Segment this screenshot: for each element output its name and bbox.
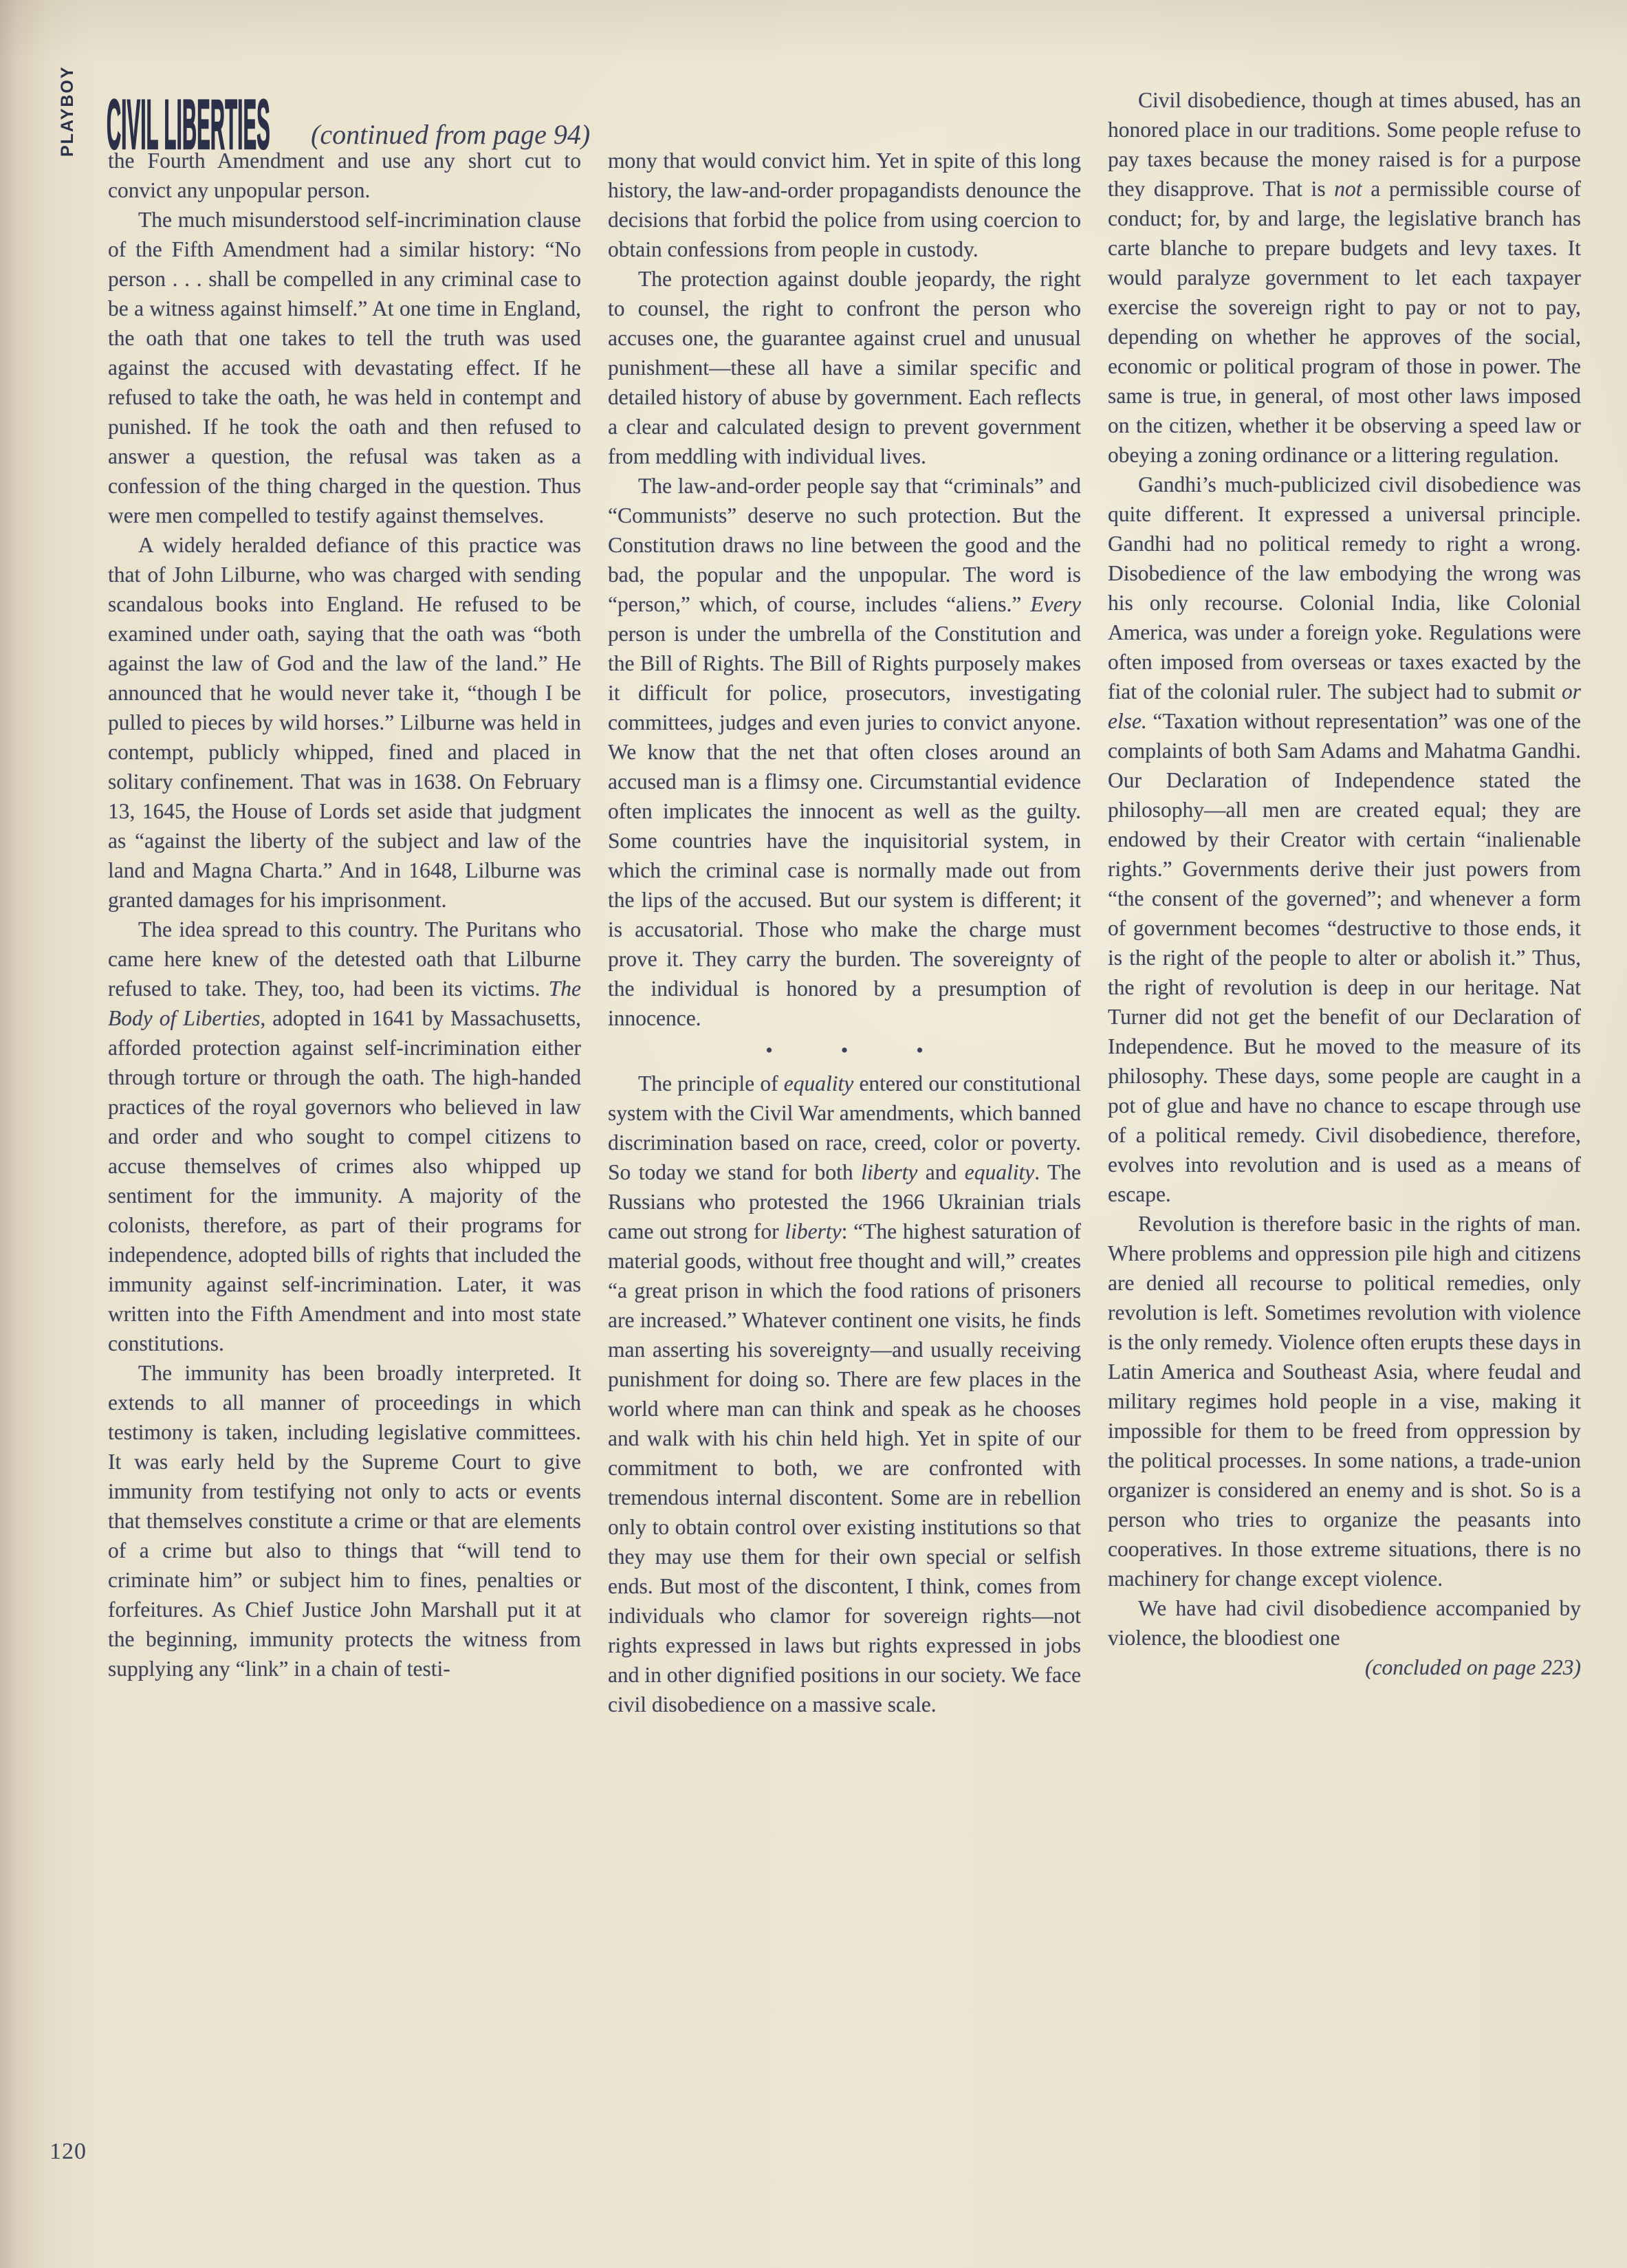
- body-paragraph: the Fourth Amendment and use any short cut to convict any unpopular person.: [108, 149, 581, 202]
- body-paragraph: The principle of equality entered our constitutional system with the Civil War amendments, which banned discrimination based on race, creed, color or poverty. So today we stand for both liberty and equality. The Russians who protested the 1966 Ukrainian trials came out strong for liberty: “The highest saturation of material goods, without free thought and will,” creates “a great prison in which the food rations of prisoners are increased.” Whatever continent one visits, he finds man asserting his sovereignty—and usually receiving punishment for doing so. There are few places in the world where man can think and speak as he chooses and walk with his chin held high. Yet in spite of our commitment to both, we are confronted with tremendous internal discontent. Some are in rebellion only to obtain control over existing institutions so that they may use them for their own special or selfish ends. But most of the discontent, I think, comes from individuals who clamor for sovereign rights—not rights expressed in laws but rights expressed in jobs and in other dignified positions in our society. We face civil disobedience on a massive scale.: [608, 1071, 1082, 1716]
- article-title-text: CIVIL LIBERTIES: [107, 85, 270, 164]
- body-paragraph: A widely heralded defiance of this practice was that of John Lilburne, who was charged with sending scandalous books into England. He refused to be examined under oath, saying that the oath was “both against the law of God and the law of the land.” He announced that he would never take it, “though I be pulled to pieces by wild horses.” Lilburne was held in contempt, publicly whipped, fined and placed in solitary confinement. That was in 1638. On February 13, 1645, the House of Lords set aside that judgment as “against the liberty of the subject and law of the land and Magna Charta.” And in 1648, Lilburne was granted damages for his imprisonment.: [108, 533, 581, 912]
- body-paragraph: The much misunderstood self-incrimination clause of the Fifth Amendment had a similar history: “No person . . . shall be compelled in any criminal case to be a witness against himself.” At one time in England, the oath that one takes to tell the truth was used against the accused with devastating effect. If he refused to take the oath, he was held in contempt and punished. If he took the oath and then refused to answer a question, the refusal was taken as a confession of the thing charged in the question. Thus were men compelled to testify against themselves.: [108, 208, 581, 527]
- section-separator: • • •: [765, 1039, 952, 1062]
- body-paragraph: Revolution is therefore basic in the rights of man. Where problems and oppression pile high and citizens are denied all recourse to political remedies, only revolution is left. Sometimes revolution with violence is the only remedy. Violence often erupts these days in Latin America and Southeast Asia, where feudal and military regimes hold people in a vise, making it impossible for them to be freed from oppression by the political processes. In some nations, a trade-union organizer is considered an enemy and is shot. So is a person who tries to organize the peasants into cooperatives. In those extreme situations, there is no machinery for change except violence.: [1108, 1212, 1581, 1591]
- page-number: 120: [50, 2139, 87, 2164]
- body-paragraph: mony that would convict him. Yet in spite of this long history, the law-and-order propagandists denounce the decisions that forbid the police from using coercion to obtain confessions from people in custody.: [608, 149, 1081, 261]
- body-paragraph: Gandhi’s much-publicized civil disobedience was quite different. It expressed a universal principle. Gandhi had no political remedy to right a wrong. Disobedience of the law embodying the wrong was his only recourse. Colonial India, like Colonial America, was under a foreign yoke. Regulations were often imposed from overseas or taxes exacted by the fiat of the colonial ruler. The subject had to submit or else. “Taxation without representation” was one of the complaints of both Sam Adams and Mahatma Gandhi. Our Declaration of Independence stated the philosophy—all men are created equal; they are endowed by their Creator with certain “inalienable rights.” Governments derive their just powers from “the consent of the governed”; and whenever a form of government becomes “destructive to those ends, it is the right of the people to alter or abolish it.” Thus, the right of revolution is deep in our heritage. Nat Turner did not get the benefit of our Declaration of Independence. But he moved to the measure of its philosophy. These days, some people are caught in a pot of glue and have no chance to escape through use of a political remedy. Civil disobedience, therefore, evolves into revolution and is used as a means of escape.: [1108, 472, 1581, 1206]
- text-column-3: [1108, 85, 1581, 1682]
- text-column-2: [608, 146, 1081, 1719]
- body-paragraph: The protection against double jeopardy, the right to counsel, the right to confront the person who accuses one, the guarantee against cruel and unusual punishment—these all have a similar specific and detailed history of abuse by government. Each reflects a clear and calculated design to prevent government from meddling with individual lives.: [608, 267, 1081, 468]
- magazine-spine-title: PLAYBOY: [58, 65, 77, 157]
- body-paragraph: The law-and-order people say that “criminals” and “Communists” deserve no such protection. But the Constitution draws no line between the good and the bad, the popular and the unpopular. The word is “person,” which, of course, includes “aliens.” Every person is under the umbrella of the Constitution and the Bill of Rights. The Bill of Rights purposely makes it difficult for police, prosecutors, investigating committees, judges and even juries to convict anyone. We know that the net that often closes around an accused man is a flimsy one. Circumstantial evidence often implicates the innocent as well as the guilty. Some countries have the inquisitorial system, in which the criminal case is normally made out from the lips of the accused. But our system is different; it is accusatorial. Those who make the charge must prove it. They carry the burden. The sovereignty of the individual is honored by a presumption of innocence.: [608, 474, 1081, 1030]
- body-paragraph: The idea spread to this country. The Puritans who came here knew of the detested oath that Lilburne refused to take. They, too, had been its victims. The Body of Liberties, adopted in 1641 by Massachusetts, afforded protection against self-incrimination either through torture or through the oath. The high-handed practices of the royal governors who believed in law and order and who sought to compel citizens to accuse themselves of crimes also whipped up sentiment for the immunity. A majority of the colonists, therefore, as part of their programs for independence, adopted bills of rights that included the immunity against self-incrimination. Later, it was written into the Fifth Amendment and into most state constitutions.: [108, 917, 581, 1355]
- body-paragraph: We have had civil disobedience accompanied by violence, the bloodiest one: [1108, 1596, 1581, 1650]
- text-column-1: [108, 146, 581, 1683]
- concluded-note: (concluded on page 223): [1364, 1655, 1581, 1679]
- body-paragraph: Civil disobedience, though at times abused, has an honored place in our traditions. Some people refuse to pay taxes because the money raised is for a purpose they disapprove. That is not a permissible course of conduct; for, by and large, the legislative branch has carte blanche to prepare budgets and levy taxes. It would paralyze government to let each taxpayer exercise the sovereign right to pay or not to pay, depending on whether he approves of the social, economic or political program of those in power. The same is true, in general, of most other laws imposed on the citizen, whether it be observing a speed law or obeying a zoning ordinance or a littering regulation.: [1108, 88, 1581, 467]
- continued-from-note: (continued from page 94): [311, 119, 591, 150]
- body-paragraph: The immunity has been broadly interpreted. It extends to all manner of proceedings in which testimony is taken, including legislative committees. It was early held by the Supreme Court to give immunity from testifying not only to acts or events that themselves constitute a crime or that are elements of a crime but also to things that “will tend to criminate him” or subject him to fines, penalties or forfeitures. As Chief Justice John Marshall put it at the beginning, immunity protects the witness from supplying any “link” in a chain of testi-: [108, 1361, 581, 1681]
